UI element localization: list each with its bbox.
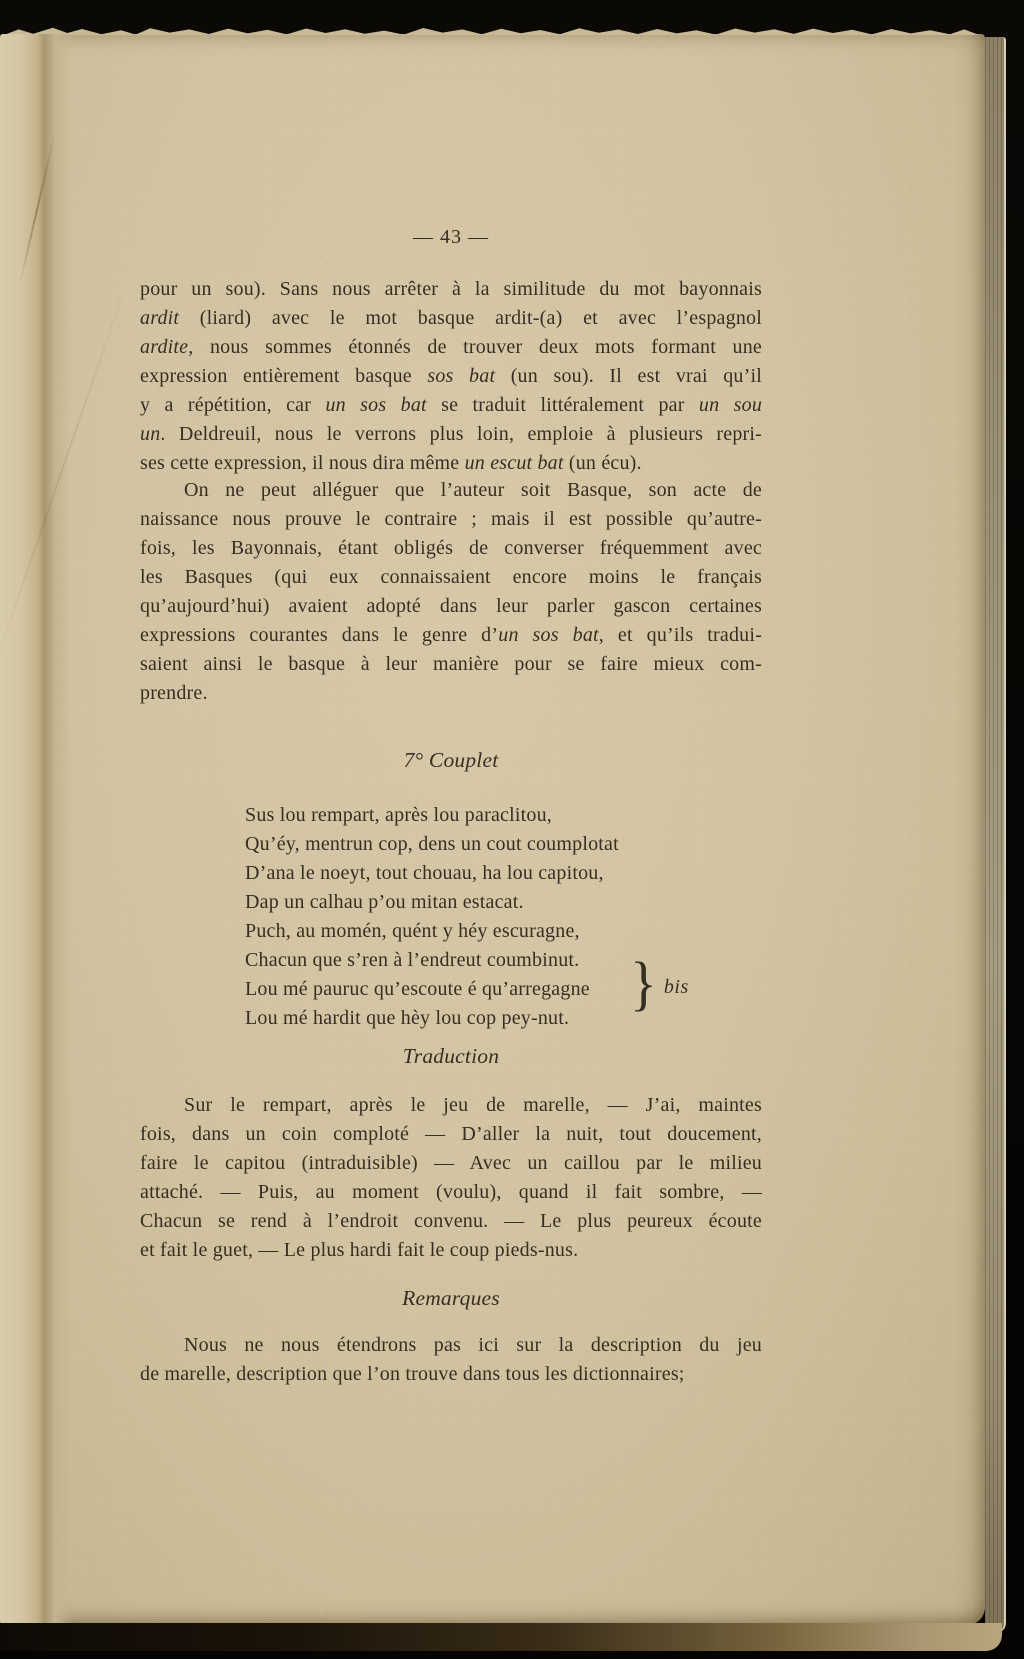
text-segment: On ne peut alléguer que l’auteur soit Basque, son acte de [184, 479, 762, 501]
italic-text-segment: ardite, [140, 336, 194, 358]
text-line [140, 391, 762, 420]
text-line [140, 304, 762, 333]
text-segment: . Deldreuil, nous le verrons plus loin, emploie à plusieurs repri- [160, 423, 762, 445]
text-line [140, 505, 762, 534]
italic-text-segment: un sos bat [325, 394, 427, 416]
page-stack-right-edge [985, 37, 1006, 1633]
text-segment: et fait le guet, — Le plus hardi fait le coup pieds-nus. [140, 1239, 579, 1261]
text-segment: (un écu). [563, 452, 642, 474]
text-line [140, 1207, 762, 1236]
text-segment: fois, dans un coin comploté — D’aller la nuit, tout doucement, [140, 1123, 762, 1145]
text-line [245, 830, 765, 859]
bis-label: bis [663, 975, 689, 998]
text-line [140, 1236, 762, 1265]
traduction-heading: Traduction [402, 1044, 500, 1068]
text-segment: Nous ne nous étendrons pas ici sur la description du jeu [184, 1334, 762, 1356]
text-segment: Sus lou rempart, après lou paraclitou, [245, 804, 552, 826]
text-segment: y a répétition, car [140, 394, 326, 416]
text-line [140, 679, 762, 708]
text-segment: qu’aujourd’hui) avaient adopté dans leur parler gascon certaines [140, 595, 762, 617]
remarques-paragraph [140, 1331, 762, 1389]
text-line [140, 592, 762, 621]
text-line [140, 563, 762, 592]
text-segment: fois, les Bayonnais, étant obligés de converser fréquemment avec [140, 537, 762, 559]
text-segment: faire le capitou (intraduisible) — Avec un caillou par le milieu [140, 1152, 762, 1174]
text-segment: Sur le rempart, après le jeu de marelle, — J’ai, maintes [184, 1094, 762, 1116]
text-line [245, 888, 765, 917]
text-line [140, 275, 762, 304]
text-line [140, 1360, 762, 1389]
text-segment: se traduit littéralement par [426, 394, 699, 416]
text-line [140, 333, 762, 362]
text-segment: Chacun que s’ren à l’endreut coumbinut. [245, 949, 580, 971]
text-segment: prendre. [140, 682, 208, 704]
refrain-bis-marker [630, 950, 689, 1018]
text-line [245, 917, 765, 946]
text-segment: Lou mé hardit que hèy lou cop pey-nut. [245, 1007, 570, 1029]
italic-text-segment: un escut bat [464, 452, 564, 474]
italic-text-segment: un sou [698, 394, 763, 416]
text-line [140, 476, 762, 505]
italic-text-segment: un sos bat [498, 624, 599, 646]
italic-text-segment: un [140, 423, 161, 445]
text-segment: expression entièrement basque [140, 365, 428, 387]
opening-paragraph [140, 275, 762, 478]
text-segment: saient ainsi le basque à leur manière pour se faire mieux com- [140, 653, 762, 675]
text-segment: Chacun se rend à l’endroit convenu. — Le plus peureux écoute [140, 1210, 762, 1232]
text-segment: nous sommes étonnés de trouver deux mots formant une [193, 336, 762, 358]
text-segment: Puch, au momén, quént y héy escuragne, [245, 920, 580, 942]
text-segment: de marelle, description que l’on trouve dans tous les dictionnaires; [140, 1363, 685, 1385]
text-segment: (un sou). Il est vrai qu’il [495, 365, 762, 387]
text-line [140, 650, 762, 679]
text-line [140, 1149, 762, 1178]
remarques-heading: Remarques [402, 1286, 500, 1310]
text-segment: naissance nous prouve le contraire ; mais il est possible qu’autre- [140, 508, 762, 530]
text-line [140, 1120, 762, 1149]
text-segment: ses cette expression, il nous dira même [140, 452, 465, 474]
text-segment: D’ana le noeyt, tout chouau, ha lou capitou, [245, 862, 604, 884]
book-page [0, 34, 985, 1625]
text-line [245, 859, 765, 888]
italic-text-segment: ardit [140, 307, 180, 329]
text-segment: pour un sou). Sans nous arrêter à la similitude du mot bayonnais [140, 278, 762, 300]
page-number: — 43 — [413, 226, 489, 248]
text-line [140, 420, 762, 449]
couplet-heading: 7° Couplet [403, 748, 499, 772]
text-line [140, 1178, 762, 1207]
text-line [245, 801, 765, 830]
text-line [140, 449, 762, 478]
paper-crease [0, 275, 130, 682]
second-paragraph [140, 476, 762, 708]
text-segment: Qu’éy, mentrun cop, dens un cout coumplotat [245, 833, 619, 855]
text-segment: , et qu’ils tradui- [598, 624, 762, 646]
text-segment: (liard) avec le mot basque ardit-(a) et avec l’espagnol [179, 307, 762, 329]
text-line [140, 1091, 762, 1120]
bis-brace: } [630, 950, 657, 1018]
page-stack-bottom-edge [0, 1623, 1002, 1651]
text-line [140, 1331, 762, 1360]
page-gutter-fold [0, 34, 72, 1625]
text-line [140, 621, 762, 650]
text-line [140, 362, 762, 391]
text-segment: Lou mé pauruc qu’escoute é qu’arregagne [245, 978, 590, 1000]
text-line [140, 534, 762, 563]
text-segment: Dap un calhau p’ou mitan estacat. [245, 891, 524, 913]
italic-text-segment: sos bat [427, 365, 496, 387]
traduction-paragraph [140, 1091, 762, 1265]
text-segment: expressions courantes dans le genre d’ [140, 624, 499, 646]
paper-crease [18, 132, 56, 288]
text-segment: les Basques (qui eux connaissaient encore moins le français [140, 566, 762, 588]
text-segment: attaché. — Puis, au moment (voulu), quand il fait sombre, — [140, 1181, 762, 1203]
